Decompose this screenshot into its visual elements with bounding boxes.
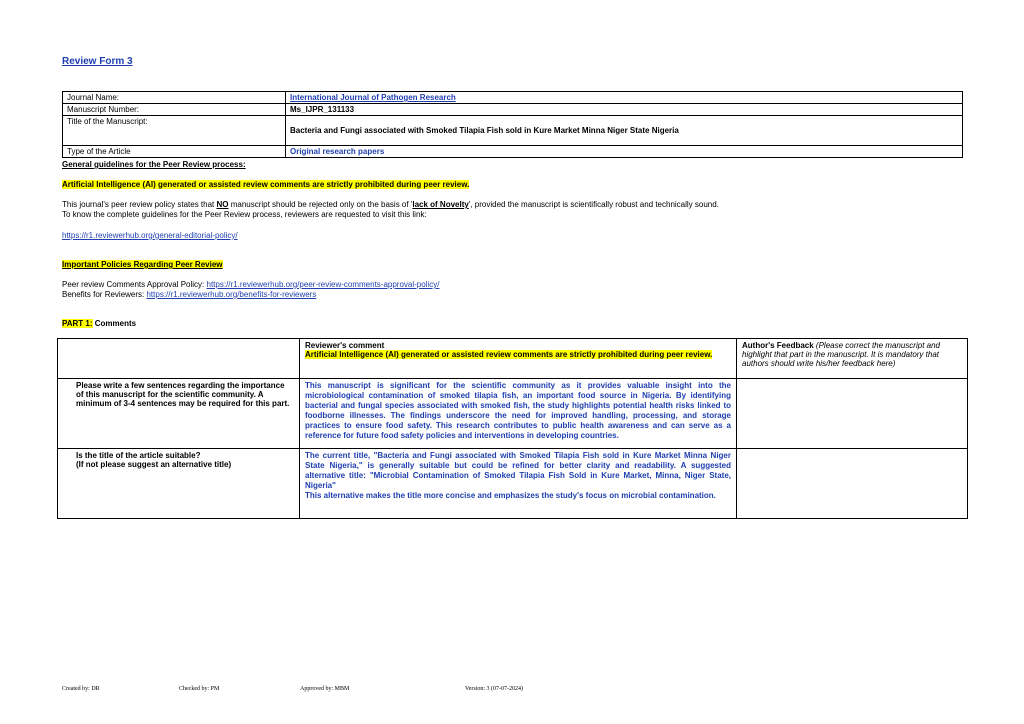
article-type-label: Type of the Article: [63, 146, 286, 158]
table-row: [63, 92, 963, 104]
footer-approved: Approved by: MBM: [300, 686, 350, 692]
policies-heading: [62, 260, 223, 269]
manuscript-info-table: [62, 91, 963, 158]
answer-text: The current title, "Bacteria and Fungi associated with Smoked Tilapia Fish sold in Kure Market Minna Niger State Nigeria," is generally suitable but could be refined for better clarity and readability. A suggested alternative title: "Microbial Contamination of Smoked Tilapia Fish Sold in Kure Market, Minna, Niger State, Nigeria": [305, 451, 731, 490]
policy-text: This journal's peer review policy states that: [62, 200, 217, 209]
part1-label: PART 1:: [62, 319, 93, 328]
benefits-label: Benefits for Reviewers:: [62, 290, 147, 299]
review-comments-table: [57, 338, 968, 519]
reviewer-header: Reviewer's comment: [305, 341, 385, 350]
table-header-row: [58, 339, 968, 379]
policies-heading-text: Important Policies Regarding Peer Review: [62, 260, 223, 269]
form-title: Review Form 3: [62, 56, 133, 67]
author-feedback-input[interactable]: [737, 449, 968, 519]
answer-cell: This manuscript is significant for the scientific community as it provides valuable insight into the microbiological contamination of smoked tilapia fish, an important food source in Nigeria. By identifying bacterial and fungal species associated with smoked fish, the study highlights potential health risks linked to foodborne illnesses. The findings underscore the need for improved handling, processing, and storage practices to ensure food safety. This research contributes to public health awareness and can serve as a reference for future food safety policies and interventions in developing countries.: [300, 379, 737, 449]
question-cell: [58, 449, 300, 519]
author-header: Author's Feedback: [742, 341, 814, 350]
benefits-link[interactable]: https://r1.reviewerhub.org/benefits-for-reviewers: [146, 290, 317, 299]
manuscript-number-value: Ms_IJPR_131133: [286, 104, 963, 116]
empty-header-cell: [58, 339, 300, 379]
table-row: [58, 379, 968, 449]
approval-policy-line: [62, 280, 439, 289]
question-cell: Please write a few sentences regarding the importance of this manuscript for the scientific community. A minimum of 3-4 sentences may be required for this part.: [58, 379, 300, 449]
footer-version: Version: 3 (07-07-2024): [465, 686, 523, 692]
policy-lack-novelty: lack of Novelty: [412, 200, 469, 209]
novelty-policy: [62, 200, 719, 209]
guidelines-heading: General guidelines for the Peer Review process:: [62, 160, 246, 169]
approval-label: Peer review Comments Approval Policy:: [62, 280, 207, 289]
question-text: Is the title of the article suitable?: [76, 451, 201, 460]
policy-text: manuscript should be rejected only on the basis of ': [228, 200, 413, 209]
table-row: [63, 104, 963, 116]
benefits-line: [62, 290, 316, 299]
author-feedback-input[interactable]: [737, 379, 968, 449]
footer-created: Created by: DR: [62, 686, 100, 692]
policy-text: ', provided the manuscript is scientifically robust and technically sound.: [468, 200, 719, 209]
reviewer-header-cell: [300, 339, 737, 379]
manuscript-title-label: Title of the Manuscript:: [63, 116, 286, 146]
question-subtext: (If not please suggest an alternative title): [76, 460, 232, 469]
part1-title: Comments: [92, 319, 137, 328]
part1-heading: [62, 319, 136, 328]
author-header-note: (Please correct the manuscript and highlight that part in the manuscript. It is mandatory that authors should write his/her feedback here): [742, 341, 940, 368]
table-row: [58, 449, 968, 519]
table-row: [63, 116, 963, 146]
approval-policy-link[interactable]: https://r1.reviewerhub.org/peer-review-comments-approval-policy/: [206, 280, 440, 289]
answer-cell: [300, 449, 737, 519]
footer-checked: Checked by: PM: [179, 686, 220, 692]
ai-warning-text: Artificial Intelligence (AI) generated or assisted review comments are strictly prohibited during peer review.: [62, 180, 470, 189]
journal-label: Journal Name:: [63, 92, 286, 104]
answer-subtext: This alternative makes the title more concise and emphasizes the study's focus on microbial contamination.: [305, 491, 716, 500]
ai-warning: [62, 180, 469, 189]
visit-text: To know the complete guidelines for the Peer Review process, reviewers are requested to visit this link:: [62, 210, 427, 219]
editorial-policy-link[interactable]: https://r1.reviewerhub.org/general-editorial-policy/: [62, 231, 238, 240]
table-row: [63, 146, 963, 158]
article-type-value: Original research papers: [286, 146, 963, 158]
policy-no: NO: [216, 200, 229, 209]
journal-name-link[interactable]: International Journal of Pathogen Research: [286, 92, 963, 104]
manuscript-number-label: Manuscript Number:: [63, 104, 286, 116]
reviewer-ai-note: Artificial Intelligence (AI) generated or assisted review comments are strictly prohibited during peer review.: [305, 350, 713, 359]
author-header-cell: [737, 339, 968, 379]
manuscript-title-value: Bacteria and Fungi associated with Smoked Tilapia Fish sold in Kure Market Minna Niger State Nigeria: [286, 116, 963, 146]
